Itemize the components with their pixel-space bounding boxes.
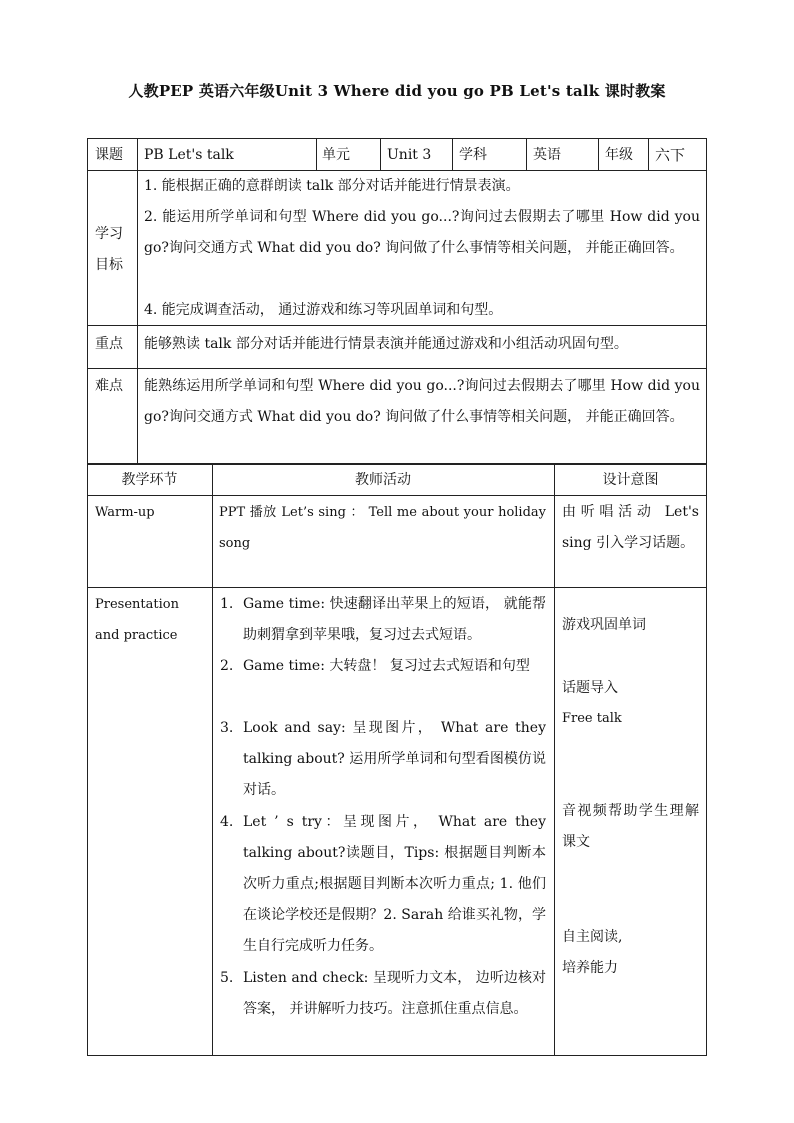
activity-number: 3. bbox=[220, 720, 234, 736]
activity-number: 5. bbox=[220, 970, 234, 986]
intent-item: Free talk bbox=[562, 711, 622, 726]
intent-item: 话题导入 bbox=[562, 680, 618, 696]
difficulty-text: 能熟练运用所学单词和句型 Where did you go...?询问过去假期去了哪里 How did you go?询问交通方式 What did you do? 询问做了什么事情等相关问题， 并能正确回答。 bbox=[144, 378, 700, 425]
activity-item: Game time: 大转盘！ 复习过去式短语和句型 bbox=[243, 658, 530, 674]
grade-label: 年级 bbox=[605, 147, 633, 163]
presentation-stage: Presentation and practice bbox=[95, 597, 179, 643]
course-value: PB Let's talk bbox=[144, 147, 234, 163]
difficulty-label: 难点 bbox=[95, 378, 123, 394]
intent-item: 音视频帮助学生理解课文 bbox=[562, 803, 699, 850]
intent-item: 游戏巩固单词 bbox=[562, 617, 646, 633]
focus-label: 重点 bbox=[95, 336, 123, 352]
warmup-stage: Warm-up bbox=[95, 505, 155, 520]
unit-value: Unit 3 bbox=[387, 147, 432, 163]
objective-item-2: 2. 能运用所学单词和句型 Where did you go...?询问过去假期去了哪里 How did you go?询问交通方式 What did you do? 询问做了什么事情等相关问题， 并能正确回答。 bbox=[144, 209, 700, 256]
activity-item: Game time: 快速翻译出苹果上的短语， 就能帮助刺猬拿到苹果哦，复习过去式短语。 bbox=[243, 596, 546, 643]
intent-item: 培养能力 bbox=[562, 960, 618, 976]
course-label: 课题 bbox=[95, 147, 123, 163]
objectives-label-line2: 目标 bbox=[95, 257, 123, 273]
grade-value: 六下 bbox=[655, 146, 686, 164]
activity-number: 4. bbox=[220, 814, 234, 830]
subject-label: 学科 bbox=[459, 147, 487, 163]
activity-number: 1. bbox=[220, 596, 234, 612]
intent-header: 设计意图 bbox=[602, 472, 659, 488]
warmup-activity: PPT 播放 Let’s sing ： Tell me about your holiday song bbox=[219, 505, 546, 551]
stage-header: 教学环节 bbox=[121, 472, 178, 488]
objective-item-4: 4. 能完成调查活动， 通过游戏和练习等巩固单词和句型。 bbox=[144, 302, 503, 318]
focus-text: 能够熟读 talk 部分对话并能进行情景表演并能通过游戏和小组活动巩固句型。 bbox=[144, 336, 628, 352]
objective-item-1: 1. 能根据正确的意群朗读 talk 部分对话并能进行情景表演。 bbox=[144, 178, 520, 194]
activity-header: 教师活动 bbox=[355, 472, 411, 488]
unit-label: 单元 bbox=[322, 147, 350, 163]
document-title: 人教PEP 英语六年级Unit 3 Where did you go PB Let's talk 课时教案 bbox=[128, 82, 666, 100]
subject-value: 英语 bbox=[533, 147, 561, 163]
activity-number: 2. bbox=[220, 658, 234, 674]
objectives-label-line1: 学习 bbox=[95, 226, 123, 242]
activity-item: Listen and check: 呈现听力文本， 边听边核对答案， 并讲解听力技巧。注意抓住重点信息。 bbox=[243, 970, 546, 1017]
intent-item: 自主阅读, bbox=[562, 929, 623, 945]
activity-item: Look and say: 呈现图片， What are they talking about? 运用所学单词和句型看图模仿说对话。 bbox=[243, 720, 546, 798]
activity-item: Let ’ s try：呈现图片， What are they talking about?读题目，Tips: 根据题目判断本次听力重点;根据题目判断本次听力重点; 1. 他们在谈论学校还是假期？2. Sarah 给谁买礼物，学生自行完成听力任务。 bbox=[243, 814, 546, 954]
warmup-intent: 由听唱活动 Let's sing 引入学习话题。 bbox=[562, 504, 699, 551]
